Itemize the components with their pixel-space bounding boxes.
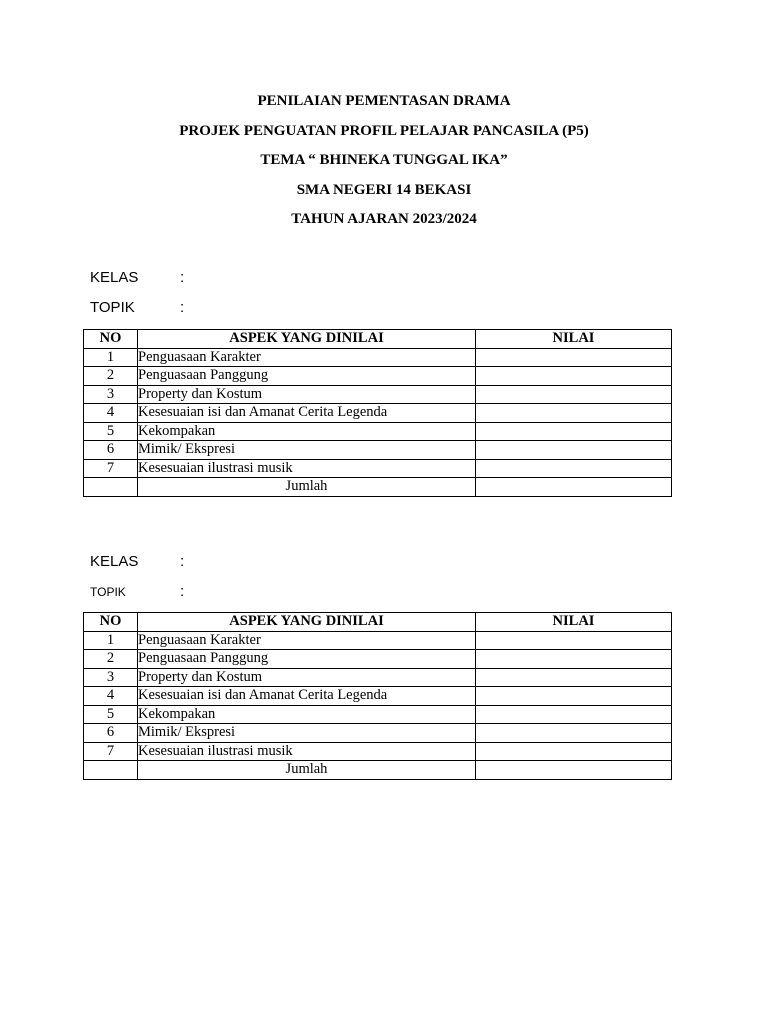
table-row [84,459,672,478]
row-score-cell[interactable] [476,742,672,761]
row-number: 2 [84,650,138,669]
kelas-colon: : [180,553,185,570]
row-number: 5 [84,705,138,724]
table-header-row [84,330,672,349]
row-aspect: Mimik/ Ekspresi [138,441,476,460]
column-header-aspek: ASPEK YANG DINILAI [138,613,476,632]
table-row [84,742,672,761]
table-row [84,650,672,669]
row-aspect: Kesesuaian isi dan Amanat Cerita Legenda [138,687,476,706]
title-line-2: PROJEK PENGUATAN PROFIL PELAJAR PANCASILA (P5) [179,122,589,139]
title-line-5: TAHUN AJARAN 2023/2024 [291,211,477,227]
row-score-cell[interactable] [476,367,672,386]
row-score-cell[interactable] [476,705,672,724]
row-number: 7 [84,742,138,761]
table-row [84,705,672,724]
row-score-cell[interactable] [476,422,672,441]
kelas-label: KELAS [90,269,139,286]
total-label: Jumlah [138,761,476,780]
row-score-cell[interactable] [476,385,672,404]
row-score-cell[interactable] [476,348,672,367]
table-row [84,668,672,687]
table-row [84,631,672,650]
table-total-row [84,761,672,780]
topik-colon: : [180,299,185,316]
column-header-nilai: NILAI [476,613,672,632]
column-header-nilai: NILAI [476,330,672,349]
topik-field [90,583,184,601]
kelas-field [90,553,184,571]
row-aspect: Mimik/ Ekspresi [138,724,476,743]
row-aspect: Penguasaan Karakter [138,348,476,367]
row-score-cell[interactable] [476,687,672,706]
table-row [84,441,672,460]
table-row [84,724,672,743]
row-number: 6 [84,441,138,460]
row-score-cell[interactable] [476,668,672,687]
topik-colon: : [180,583,185,600]
row-score-cell[interactable] [476,441,672,460]
row-number: 2 [84,367,138,386]
row-aspect: Property dan Kostum [138,668,476,687]
table-row [84,404,672,423]
total-blank-cell [84,478,138,497]
row-score-cell[interactable] [476,631,672,650]
row-number: 7 [84,459,138,478]
table-row [84,367,672,386]
topik-field [90,299,184,317]
row-number: 4 [84,687,138,706]
row-aspect: Kekompakan [138,705,476,724]
table-row [84,422,672,441]
title-line-1: PENILAIAN PEMENTASAN DRAMA [257,93,511,109]
row-score-cell[interactable] [476,404,672,423]
title-line-3: TEMA “ BHINEKA TUNGGAL IKA” [260,152,508,168]
row-aspect: Kekompakan [138,422,476,441]
table-row [84,687,672,706]
row-aspect: Kesesuaian ilustrasi musik [138,742,476,761]
table-header-row [84,613,672,632]
row-aspect: Kesesuaian isi dan Amanat Cerita Legenda [138,404,476,423]
topik-label: TOPIK [90,299,135,316]
row-number: 1 [84,631,138,650]
row-aspect: Penguasaan Panggung [138,367,476,386]
document-header [0,92,768,240]
row-score-cell[interactable] [476,724,672,743]
kelas-label: KELAS [90,553,139,570]
kelas-colon: : [180,269,185,286]
column-header-no: NO [84,330,138,349]
row-number: 3 [84,668,138,687]
total-blank-cell [84,761,138,780]
row-score-cell[interactable] [476,650,672,669]
row-number: 4 [84,404,138,423]
row-number: 3 [84,385,138,404]
column-header-aspek: ASPEK YANG DINILAI [138,330,476,349]
row-number: 1 [84,348,138,367]
row-number: 5 [84,422,138,441]
column-header-no: NO [84,613,138,632]
assessment-table [83,329,672,497]
total-label: Jumlah [138,478,476,497]
total-score-cell[interactable] [476,478,672,497]
row-aspect: Kesesuaian ilustrasi musik [138,459,476,478]
topik-label: TOPIK [90,585,126,599]
table-row [84,348,672,367]
row-aspect: Penguasaan Karakter [138,631,476,650]
title-line-4: SMA NEGERI 14 BEKASI [296,181,472,198]
table-total-row [84,478,672,497]
row-aspect: Penguasaan Panggung [138,650,476,669]
table-row [84,385,672,404]
row-score-cell[interactable] [476,459,672,478]
kelas-field [90,269,184,287]
total-score-cell[interactable] [476,761,672,780]
assessment-table [83,612,672,780]
row-number: 6 [84,724,138,743]
row-aspect: Property dan Kostum [138,385,476,404]
